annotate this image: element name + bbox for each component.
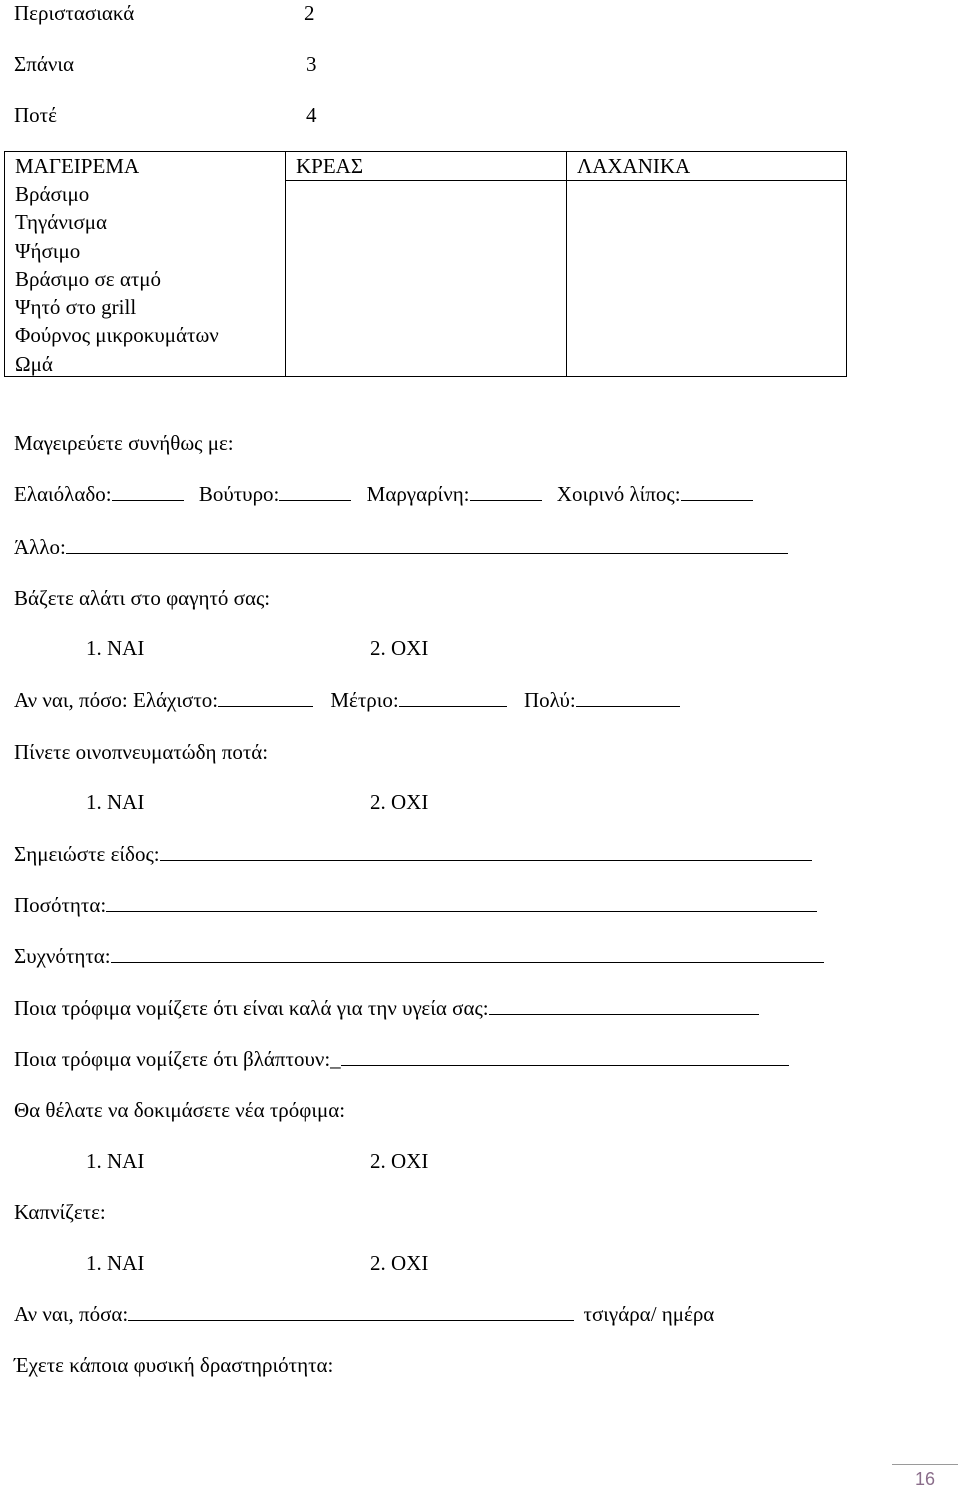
healthy-foods-question: Ποια τρόφιμα νομίζετε ότι είναι καλά για την υγεία σας: (14, 996, 489, 1020)
new-foods-no-option[interactable]: 2. ΟΧΙ (370, 1149, 429, 1173)
cooking-methods-table (4, 151, 847, 377)
frequency-label-rarely: Σπάνια (14, 52, 74, 76)
page-number: 16 (892, 1464, 958, 1490)
fat-option-margarine: Μαργαρίνη: (366, 482, 470, 506)
alcohol-quantity-row (14, 893, 817, 917)
salt-minimal-field[interactable] (218, 688, 313, 707)
cooking-method-raw: Ωμά (15, 351, 53, 376)
salt-amount-much: Πολύ: (524, 688, 576, 712)
cigarettes-unit: τσιγάρα/ ημέρα (583, 1302, 715, 1326)
margarine-field[interactable] (470, 482, 542, 501)
alcohol-question: Πίνετε οινοπνευματώδη ποτά: (14, 740, 269, 764)
olive-oil-field[interactable] (112, 482, 184, 501)
fat-option-butter: Βούτυρο: (198, 482, 280, 506)
butter-field[interactable] (279, 482, 351, 501)
frequency-label-occasionally: Περιστασιακά (14, 1, 135, 25)
cooking-method-baking: Ψήσιμο (15, 238, 81, 263)
salt-question: Βάζετε αλάτι στο φαγητό σας: (14, 586, 271, 610)
alcohol-type-label: Σημειώστε είδος: (14, 842, 160, 866)
salt-amount-prefix: Αν ναι, πόσο: (14, 688, 128, 712)
salt-much-field[interactable] (576, 688, 680, 707)
other-fat-field[interactable] (66, 535, 788, 554)
alcohol-yes-option[interactable]: 1. ΝΑΙ (86, 790, 145, 814)
cooking-method-boiling: Βράσιμο (15, 182, 90, 206)
frequency-code-never: 4 (306, 103, 317, 127)
cigarettes-label: Αν ναι, πόσα: (14, 1302, 129, 1326)
alcohol-frequency-field[interactable] (111, 944, 824, 963)
harmful-foods-question: Ποια τρόφιμα νομίζετε ότι βλάπτουν:_ (14, 1047, 341, 1071)
salt-no-option[interactable]: 2. ΟΧΙ (370, 636, 429, 660)
smoking-yes-option[interactable]: 1. ΝΑΙ (86, 1251, 145, 1275)
table-header-divider (285, 180, 846, 181)
alcohol-quantity-field[interactable] (106, 893, 817, 912)
table-header-meat: ΚΡΕΑΣ (296, 154, 364, 178)
fat-option-olive-oil: Ελαιόλαδο: (14, 482, 112, 506)
frequency-label-never: Ποτέ (14, 103, 57, 127)
alcohol-frequency-row (14, 944, 824, 968)
smoking-no-option[interactable]: 2. ΟΧΙ (370, 1251, 429, 1275)
table-header-vegetables: ΛΑΧΑΝΙΚΑ (577, 154, 691, 178)
table-column-divider (566, 152, 567, 376)
healthy-foods-row (14, 996, 759, 1020)
new-foods-question: Θα θέλατε να δοκιμάσετε νέα τρόφιμα: (14, 1098, 346, 1122)
salt-moderate-field[interactable] (399, 688, 507, 707)
smoking-question: Καπνίζετε: (14, 1200, 106, 1224)
fat-option-other: Άλλο: (14, 535, 66, 559)
table-column-divider (285, 152, 286, 376)
alcohol-frequency-label: Συχνότητα: (14, 944, 111, 968)
cooking-method-microwave: Φούρνος μικροκυμάτων (15, 323, 219, 348)
fats-question: Μαγειρεύετε συνήθως με: (14, 431, 234, 455)
physical-activity-question: Έχετε κάποια φυσική δραστηριότητα: (14, 1353, 334, 1377)
alcohol-type-field[interactable] (160, 842, 812, 861)
alcohol-type-row (14, 842, 812, 866)
harmful-foods-row (14, 1047, 789, 1071)
salt-amount-minimal: Ελάχιστο: (133, 688, 219, 712)
fats-options-row (14, 482, 753, 506)
cigarettes-field[interactable] (128, 1302, 574, 1321)
alcohol-no-option[interactable]: 2. ΟΧΙ (370, 790, 429, 814)
cooking-method-list (15, 180, 219, 378)
table-header-cooking: ΜΑΓΕΙΡΕΜΑ (15, 154, 140, 178)
cigarettes-row (14, 1302, 714, 1326)
lard-field[interactable] (681, 482, 753, 501)
fat-option-lard: Χοιρινό λίπος: (556, 482, 681, 506)
salt-amount-row (14, 688, 680, 712)
alcohol-quantity-label: Ποσότητα: (14, 893, 107, 917)
fats-other-row (14, 535, 788, 559)
salt-amount-moderate: Μέτριο: (330, 688, 399, 712)
cooking-method-steaming: Βράσιμο σε ατμό (15, 266, 162, 291)
frequency-code-rarely: 3 (306, 52, 317, 76)
new-foods-yes-option[interactable]: 1. ΝΑΙ (86, 1149, 145, 1173)
salt-yes-option[interactable]: 1. ΝΑΙ (86, 636, 145, 660)
frequency-code-occasionally: 2 (304, 1, 315, 25)
cooking-method-frying: Τηγάνισμα (15, 210, 108, 235)
cooking-method-grill: Ψητό στο grill (15, 295, 137, 320)
healthy-foods-field[interactable] (489, 996, 759, 1015)
harmful-foods-field[interactable] (341, 1047, 789, 1066)
